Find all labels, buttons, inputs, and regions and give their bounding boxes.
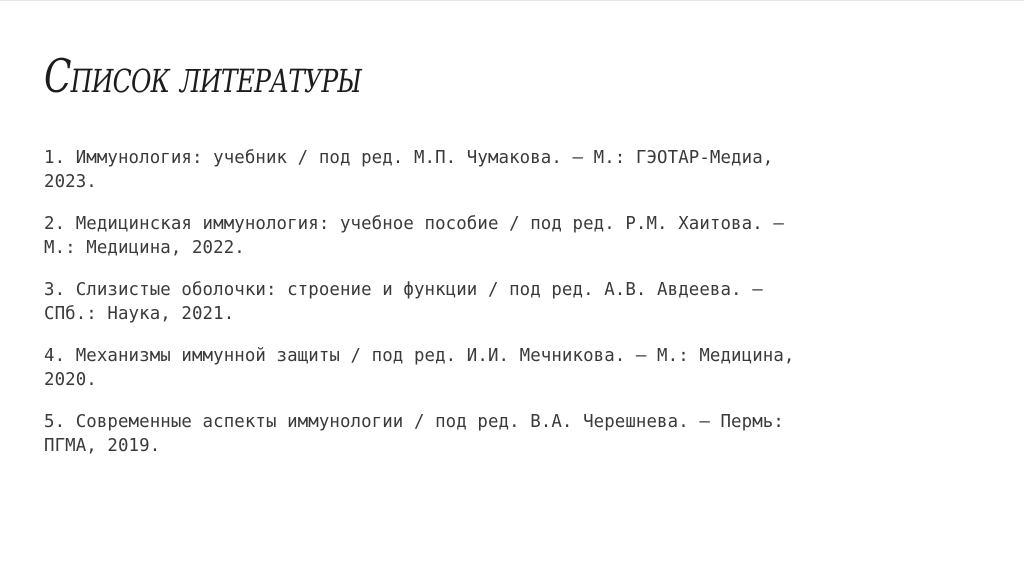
reference-list xyxy=(44,146,974,476)
reference-item-4: 4. Механизмы иммунной защиты / под ред. И.И. Мечникова. — М.: Медицина, 2020. xyxy=(44,346,795,390)
top-divider xyxy=(0,0,1024,1)
slide-title: Список литературы xyxy=(44,49,362,103)
reference-item-3: 3. Слизистые оболочки: строение и функции / под ред. А.В. Авдеева. — СПб.: Наука, 2021. xyxy=(44,280,763,324)
reference-item-5: 5. Современные аспекты иммунологии / под ред. В.А. Черешнева. — Пермь: ПГМА, 2019. xyxy=(44,412,784,456)
reference-item-1: 1. Иммунология: учебник / под ред. М.П. Чумакова. — М.: ГЭОТАР-Медиа, 2023. xyxy=(44,148,774,192)
reference-item-2: 2. Медицинская иммунология: учебное пособие / под ред. Р.М. Хаитова. — М.: Медицина, 2022. xyxy=(44,214,784,258)
